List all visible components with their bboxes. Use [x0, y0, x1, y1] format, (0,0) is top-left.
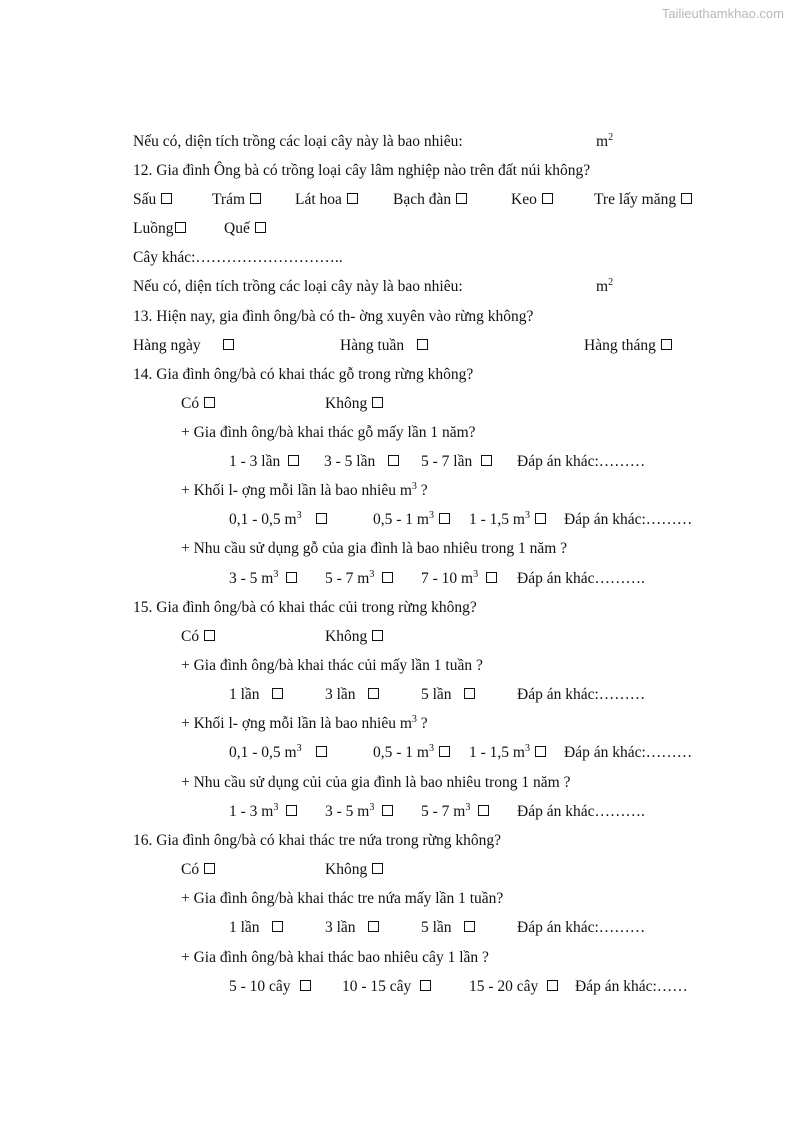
checkbox[interactable]: [486, 572, 497, 583]
other-answer[interactable]: Đáp án khác:………: [517, 686, 646, 703]
option-luong[interactable]: Luồng: [133, 218, 186, 240]
checkbox[interactable]: [316, 746, 327, 757]
q14-sub1-text: + Gia đình ông/bà khai thác gỗ mấy lần 1 năm?: [181, 424, 476, 441]
option-que[interactable]: Quế: [224, 218, 266, 240]
option-hang-thang[interactable]: Hàng tháng: [584, 335, 672, 357]
q12-area-text: Nếu có, diện tích trồng các loại cây này là bao nhiêu:: [133, 278, 463, 295]
q15-sub2-text: + Khối l- ợng mỗi lần là bao nhiêu $m^3$ ?: [181, 714, 428, 732]
option-hang-tuan[interactable]: Hàng tuần: [340, 335, 428, 357]
option[interactable]: 0,5 - 1 $m^3$: [373, 509, 450, 531]
question-13-text: 13. Hiện nay, gia đình ông/bà có th- ờng xuyên vào rừng không?: [133, 308, 534, 325]
checkbox[interactable]: [464, 921, 475, 932]
checkbox[interactable]: [661, 339, 672, 350]
option[interactable]: 3 - 5 lần: [324, 451, 399, 473]
option-no[interactable]: Không: [325, 393, 383, 415]
option[interactable]: 1 - 1,5 $m^3$: [469, 742, 546, 764]
option[interactable]: 3 - 5 $m^3$: [325, 801, 393, 823]
option-yes[interactable]: Có: [181, 626, 215, 648]
checkbox[interactable]: [535, 513, 546, 524]
checkbox[interactable]: [382, 805, 393, 816]
q16-sub2-text: + Gia đình ông/bà khai thác bao nhiêu cây 1 lần ?: [181, 949, 489, 966]
checkbox[interactable]: [372, 630, 383, 641]
option[interactable]: 5 - 7 lần: [421, 451, 492, 473]
checkbox[interactable]: [300, 980, 311, 991]
option-keo[interactable]: Keo: [511, 189, 553, 211]
checkbox[interactable]: [478, 805, 489, 816]
q15-sub3-text: + Nhu cầu sử dụng củi của gia đình là bao nhiêu trong 1 năm ?: [181, 774, 571, 791]
checkbox[interactable]: [372, 863, 383, 874]
option-bach-dan[interactable]: Bạch đàn: [393, 189, 467, 211]
question-16-text: 16. Gia đình ông/bà có khai thác tre nứa trong rừng không?: [133, 832, 502, 849]
option[interactable]: 1 - 3 lần: [229, 451, 299, 473]
option[interactable]: 5 lần: [421, 917, 475, 939]
checkbox[interactable]: [368, 688, 379, 699]
other-answer[interactable]: Đáp án khác:………: [517, 919, 646, 936]
option[interactable]: 0,5 - 1 $m^3$: [373, 742, 450, 764]
q12-area-unit: $m^2$: [596, 277, 614, 295]
option[interactable]: 5 - 7 $m^3$: [421, 801, 489, 823]
checkbox[interactable]: [464, 688, 475, 699]
checkbox[interactable]: [223, 339, 234, 350]
area-question-text: Nếu có, diện tích trồng các loại cây này là bao nhiêu:: [133, 133, 463, 150]
checkbox[interactable]: [272, 688, 283, 699]
option[interactable]: 5 - 7 $m^3$: [325, 568, 393, 590]
checkbox[interactable]: [681, 193, 692, 204]
checkbox[interactable]: [161, 193, 172, 204]
other-answer[interactable]: Đáp án khác:………: [564, 744, 693, 761]
checkbox[interactable]: [286, 805, 297, 816]
other-answer[interactable]: Đáp án khác……….: [517, 570, 645, 587]
option[interactable]: 3 lần: [325, 917, 379, 939]
option[interactable]: 0,1 - 0,5 $m^3$: [229, 509, 327, 531]
question-12-text: 12. Gia đình Ông bà có trồng loại cây lâm nghiệp nào trên đất núi không?: [133, 162, 591, 179]
option-yes[interactable]: Có: [181, 859, 215, 881]
checkbox[interactable]: [368, 921, 379, 932]
checkbox[interactable]: [542, 193, 553, 204]
checkbox[interactable]: [439, 746, 450, 757]
watermark: Tailieuthamkhao.com: [661, 6, 784, 21]
question-14-text: 14. Gia đình ông/bà có khai thác gỗ trong rừng không?: [133, 366, 474, 383]
checkbox[interactable]: [547, 980, 558, 991]
q14-sub3-text: + Nhu cầu sử dụng gỗ của gia đình là bao nhiêu trong 1 năm ?: [181, 540, 568, 557]
checkbox[interactable]: [316, 513, 327, 524]
option[interactable]: 15 - 20 cây: [469, 976, 558, 998]
option[interactable]: 1 - 3 $m^3$: [229, 801, 297, 823]
checkbox[interactable]: [288, 455, 299, 466]
option-tram[interactable]: Trám: [212, 189, 261, 211]
checkbox[interactable]: [255, 222, 266, 233]
checkbox[interactable]: [439, 513, 450, 524]
option-lat-hoa[interactable]: Lát hoa: [295, 189, 358, 211]
checkbox[interactable]: [286, 572, 297, 583]
option-no[interactable]: Không: [325, 626, 383, 648]
option[interactable]: 0,1 - 0,5 $m^3$: [229, 742, 327, 764]
other-answer[interactable]: Đáp án khác:………: [517, 453, 646, 470]
option[interactable]: 3 - 5 $m^3$: [229, 568, 297, 590]
q15-sub1-text: + Gia đình ông/bà khai thác củi mấy lần 1 tuần ?: [181, 657, 483, 674]
checkbox[interactable]: [382, 572, 393, 583]
checkbox[interactable]: [204, 630, 215, 641]
checkbox[interactable]: [204, 397, 215, 408]
option[interactable]: 3 lần: [325, 684, 379, 706]
checkbox[interactable]: [250, 193, 261, 204]
other-answer[interactable]: Đáp án khác:……: [575, 978, 688, 995]
option-sau[interactable]: Sấu: [133, 189, 172, 211]
option[interactable]: 5 - 10 cây: [229, 976, 311, 998]
q14-sub2-text: + Khối l- ợng mỗi lần là bao nhiêu $m^3$ ?: [181, 481, 428, 499]
option[interactable]: 10 - 15 cây: [342, 976, 431, 998]
checkbox[interactable]: [420, 980, 431, 991]
other-answer[interactable]: Đáp án khác:………: [564, 511, 693, 528]
option-hang-ngay[interactable]: Hàng ngày: [133, 335, 234, 357]
checkbox[interactable]: [272, 921, 283, 932]
option[interactable]: 7 - 10 $m^3$: [421, 568, 497, 590]
checkbox[interactable]: [456, 193, 467, 204]
area-unit: $m^2$: [596, 132, 614, 150]
checkbox[interactable]: [481, 455, 492, 466]
other-tree-field[interactable]: Cây khác:………………………..: [133, 249, 343, 266]
checkbox[interactable]: [388, 455, 399, 466]
option-tre-lay-mang[interactable]: Tre lấy măng: [594, 189, 692, 211]
q16-sub1-text: + Gia đình ông/bà khai thác tre nứa mấy lần 1 tuần?: [181, 890, 504, 907]
checkbox[interactable]: [347, 193, 358, 204]
option[interactable]: 1 - 1,5 $m^3$: [469, 509, 546, 531]
option[interactable]: 1 lần: [229, 684, 283, 706]
option[interactable]: 1 lần: [229, 917, 283, 939]
option-yes[interactable]: Có: [181, 393, 215, 415]
checkbox[interactable]: [204, 863, 215, 874]
question-15-text: 15. Gia đình ông/bà có khai thác củi trong rừng không?: [133, 599, 477, 616]
checkbox[interactable]: [175, 222, 186, 233]
checkbox[interactable]: [417, 339, 428, 350]
other-answer[interactable]: Đáp án khác……….: [517, 803, 645, 820]
checkbox[interactable]: [372, 397, 383, 408]
option[interactable]: 5 lần: [421, 684, 475, 706]
checkbox[interactable]: [535, 746, 546, 757]
option-no[interactable]: Không: [325, 859, 383, 881]
